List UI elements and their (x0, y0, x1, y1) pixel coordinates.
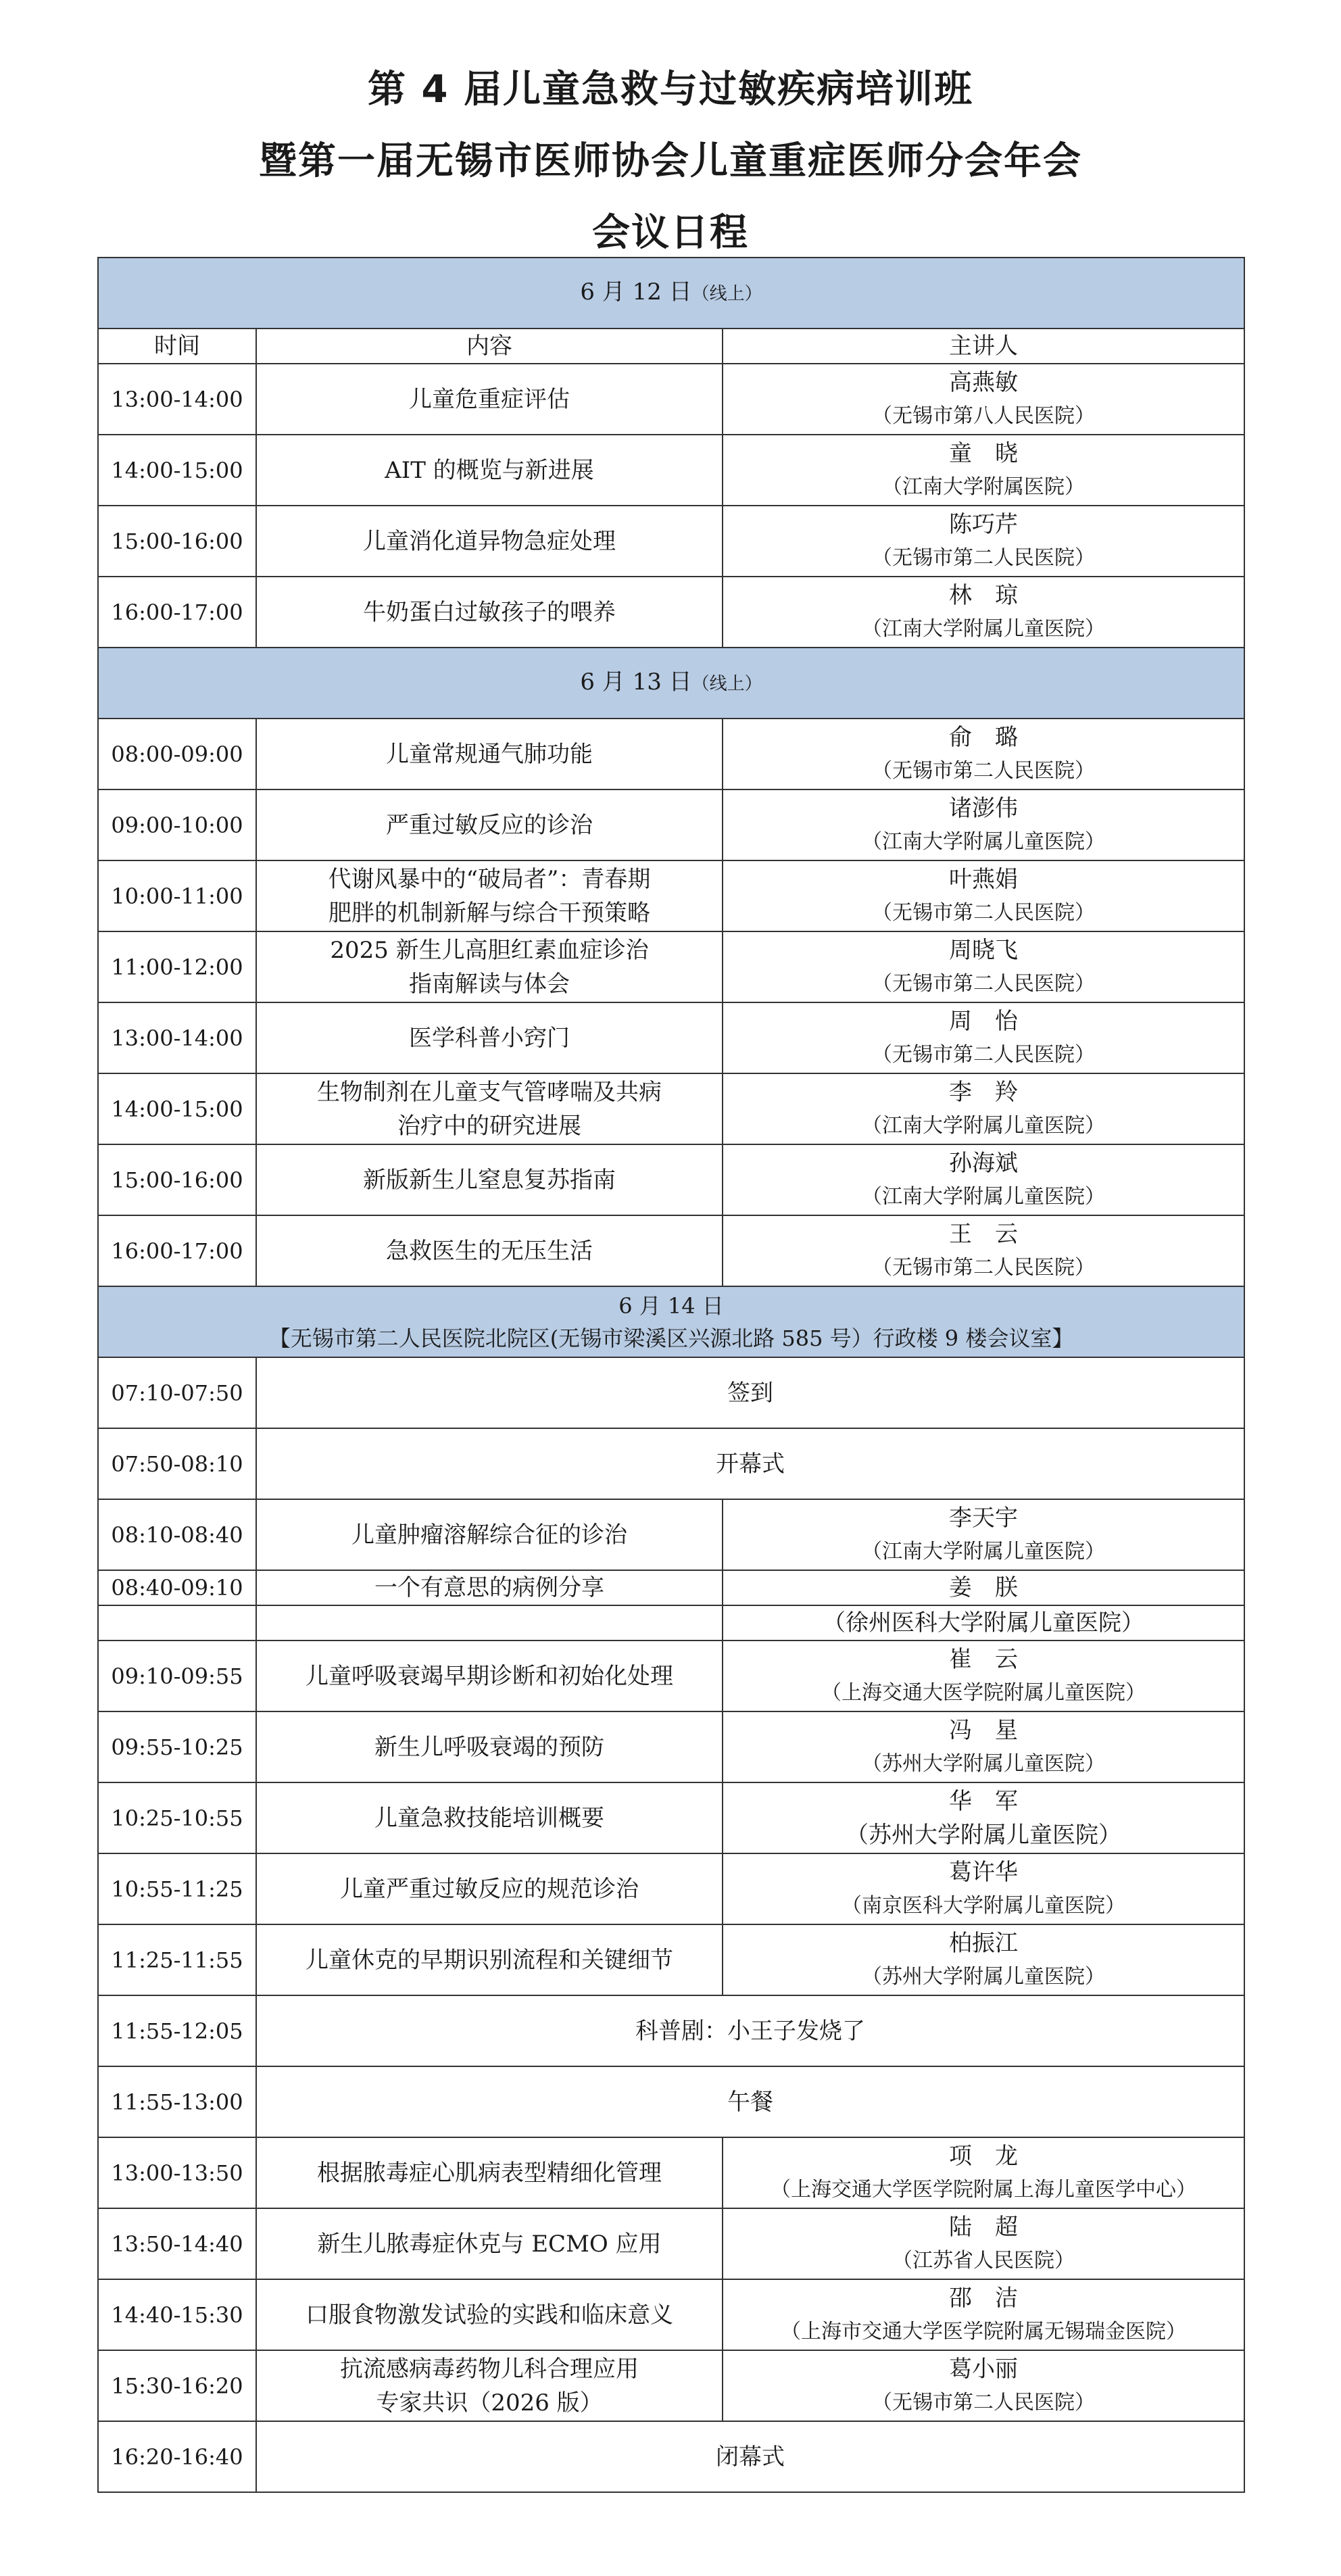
day-date: 6 月 14 日 (618, 1292, 724, 1319)
session-speaker (723, 1073, 1244, 1144)
day-header-jun14 (98, 1286, 1244, 1357)
topic-line-2: 专家共识（2026 版） (376, 2389, 603, 2416)
session-speaker (723, 1924, 1244, 1995)
table-row (98, 1499, 1244, 1570)
session-topic: 一个有意思的病例分享 (256, 1570, 723, 1605)
session-time: 10:00-11:00 (98, 860, 256, 931)
table-row (98, 506, 1244, 577)
speaker-institution: （苏州大学附属儿童医院） (846, 1821, 1122, 1849)
speaker-institution: （江南大学附属儿童医院） (862, 1539, 1106, 1563)
table-row (98, 1924, 1244, 1995)
day-header-jun12 (98, 258, 1244, 329)
session-time: 15:30-16:20 (98, 2350, 256, 2421)
session-time: 13:00-14:00 (98, 1002, 256, 1073)
topic-line-1: 抗流感病毒药物儿科合理应用 (340, 2355, 639, 2383)
table-row (98, 1144, 1244, 1215)
session-topic: 儿童急救技能培训概要 (256, 1782, 723, 1853)
session-topic: 新版新生儿窒息复苏指南 (256, 1144, 723, 1215)
day-note: （线上） (691, 284, 762, 304)
table-row (98, 577, 1244, 648)
topic-line-1: 2025 新生儿高胆红素血症诊治 (330, 936, 649, 964)
session-topic: 儿童严重过敏反应的规范诊治 (256, 1853, 723, 1924)
speaker-institution: （上海市交通大学医学院附属无锡瑞金医院） (781, 2319, 1187, 2343)
speaker-institution: （苏州大学附属儿童医院） (862, 1751, 1106, 1776)
col-header-content: 内容 (256, 329, 723, 364)
session-speaker (723, 860, 1244, 931)
session-speaker (723, 435, 1244, 506)
session-speaker: 姜 朕 (723, 1570, 1244, 1605)
table-row (98, 1711, 1244, 1782)
topic-line-1: 代谢风暴中的“破局者”：青春期 (328, 865, 651, 893)
session-time: 08:00-09:00 (98, 719, 256, 789)
title-line-2: 暨第一届无锡市医师协会儿童重症医师分会年会 (259, 139, 1082, 183)
speaker-name: 葛小丽 (949, 2355, 1019, 2383)
topic-line-2: 指南解读与体会 (409, 970, 570, 998)
session-speaker (723, 577, 1244, 648)
speaker-institution: （无锡市第二人民医院） (872, 545, 1096, 570)
session-time: 14:00-15:00 (98, 1073, 256, 1144)
session-event: 午餐 (256, 2066, 1244, 2137)
table-row (98, 789, 1244, 860)
speaker-name: 陈巧芹 (949, 510, 1019, 538)
session-topic: 儿童消化道异物急症处理 (256, 506, 723, 577)
session-time: 10:25-10:55 (98, 1782, 256, 1853)
session-event: 签到 (256, 1357, 1244, 1428)
session-event: 闭幕式 (256, 2421, 1244, 2492)
session-time: 13:00-14:00 (98, 364, 256, 435)
session-topic: 儿童休克的早期识别流程和关键细节 (256, 1924, 723, 1995)
speaker-institution: （无锡市第二人民医院） (872, 1042, 1096, 1067)
table-row (98, 1605, 1244, 1641)
session-topic: 新生儿脓毒症休克与 ECMO 应用 (256, 2208, 723, 2279)
day-note: （线上） (691, 674, 762, 694)
table-row (98, 1570, 1244, 1605)
speaker-name: 叶燕娟 (949, 865, 1019, 893)
session-topic: 新生儿呼吸衰竭的预防 (256, 1711, 723, 1782)
session-topic: 急救医生的无压生活 (256, 1215, 723, 1286)
session-topic: 儿童常规通气肺功能 (256, 719, 723, 789)
speaker-name: 邵 洁 (949, 2284, 1019, 2312)
table-row (98, 2208, 1244, 2279)
speaker-name: 华 军 (949, 1787, 1019, 1815)
session-speaker (723, 506, 1244, 577)
session-time: 16:20-16:40 (98, 2421, 256, 2492)
session-time: 16:00-17:00 (98, 1215, 256, 1286)
session-time: 09:00-10:00 (98, 789, 256, 860)
speaker-institution: （江南大学附属儿童医院） (862, 1113, 1106, 1138)
speaker-name: 李天宇 (949, 1504, 1019, 1532)
title-line-1: 第 4 届儿童急救与过敏疾病培训班 (368, 68, 973, 112)
table-row (98, 1428, 1244, 1499)
session-topic: AIT 的概览与新进展 (256, 435, 723, 506)
session-time: 11:25-11:55 (98, 1924, 256, 1995)
session-topic (256, 1073, 723, 1144)
speaker-name: 崔 云 (949, 1645, 1019, 1673)
session-time: 15:00-16:00 (98, 506, 256, 577)
speaker-institution: （无锡市第二人民医院） (872, 758, 1096, 783)
session-topic: 牛奶蛋白过敏孩子的喂养 (256, 577, 723, 648)
day-date: 6 月 12 日 (580, 278, 692, 306)
session-topic (256, 931, 723, 1002)
session-topic: 根据脓毒症心肌病表型精细化管理 (256, 2137, 723, 2208)
session-time: 09:55-10:25 (98, 1711, 256, 1782)
speaker-name: 孙海斌 (949, 1149, 1019, 1177)
day-date: 6 月 13 日 (580, 669, 692, 696)
table-row (98, 1853, 1244, 1924)
session-topic: 儿童危重症评估 (256, 364, 723, 435)
speaker-institution: （无锡市第二人民医院） (872, 900, 1096, 925)
speaker-institution: （江南大学附属儿童医院） (862, 616, 1106, 641)
table-row (98, 1641, 1244, 1711)
session-time: 15:00-16:00 (98, 1144, 256, 1215)
speaker-name: 李 羚 (949, 1078, 1019, 1106)
table-row (98, 435, 1244, 506)
table-row (98, 1357, 1244, 1428)
session-topic (256, 2350, 723, 2421)
session-speaker (723, 2137, 1244, 2208)
session-speaker (723, 1782, 1244, 1853)
speaker-name: 诸澎伟 (949, 794, 1019, 822)
table-row (98, 860, 1244, 931)
table-row (98, 1002, 1244, 1073)
topic-line-2: 治疗中的研究进展 (397, 1112, 581, 1140)
session-speaker (723, 2208, 1244, 2279)
topic-line-2: 肥胖的机制新解与综合干预策略 (328, 899, 650, 927)
session-speaker (723, 2350, 1244, 2421)
document-title-block (0, 54, 1341, 269)
venue-label: 【无锡市第二人民医院北院区(无锡市梁溪区兴源北路 585 号）行政楼 9 楼会议室】 (268, 1325, 1074, 1351)
session-time: 13:00-13:50 (98, 2137, 256, 2208)
speaker-institution: （无锡市第二人民医院） (872, 1255, 1096, 1280)
table-row (98, 1073, 1244, 1144)
session-topic: 儿童肿瘤溶解综合征的诊治 (256, 1499, 723, 1570)
session-speaker (723, 2279, 1244, 2350)
session-speaker (723, 1641, 1244, 1711)
session-speaker (723, 1002, 1244, 1073)
speaker-name: 童 晓 (949, 439, 1019, 467)
table-row (98, 2350, 1244, 2421)
table-row (98, 931, 1244, 1002)
table-row (98, 2421, 1244, 2492)
session-event: 科普剧：小王子发烧了 (256, 1995, 1244, 2066)
table-row (98, 1215, 1244, 1286)
table-row (98, 2066, 1244, 2137)
session-topic: 严重过敏反应的诊治 (256, 789, 723, 860)
session-time: 16:00-17:00 (98, 577, 256, 648)
session-speaker (723, 364, 1244, 435)
speaker-name: 陆 超 (949, 2213, 1019, 2241)
speaker-institution: （无锡市第八人民医院） (872, 404, 1096, 428)
session-speaker (723, 1853, 1244, 1924)
session-topic: 医学科普小窍门 (256, 1002, 723, 1073)
session-time: 08:10-08:40 (98, 1499, 256, 1570)
column-header-row (98, 329, 1244, 364)
speaker-institution: （上海交通大医学院附属儿童医院） (821, 1680, 1146, 1705)
speaker-name: 周晓飞 (949, 936, 1019, 964)
speaker-institution: （江南大学附属医院） (882, 475, 1086, 499)
speaker-name: 王 云 (949, 1220, 1019, 1248)
session-speaker (723, 719, 1244, 789)
speaker-name: 俞 璐 (949, 723, 1019, 751)
session-time: 14:00-15:00 (98, 435, 256, 506)
session-time: 08:40-09:10 (98, 1570, 256, 1605)
speaker-institution: （江南大学附属儿童医院） (862, 1184, 1106, 1209)
speaker-name: 周 怡 (949, 1007, 1019, 1035)
session-speaker (723, 1215, 1244, 1286)
session-time: 11:00-12:00 (98, 931, 256, 1002)
session-speaker (723, 1499, 1244, 1570)
table-row (98, 364, 1244, 435)
speaker-name: 葛许华 (949, 1858, 1019, 1886)
speaker-institution: （南京医科大学附属儿童医院） (842, 1893, 1126, 1918)
speaker-institution: （徐州医科大学附属儿童医院） (723, 1605, 1244, 1641)
speaker-institution: （苏州大学附属儿童医院） (862, 1964, 1106, 1989)
session-topic: 儿童呼吸衰竭早期诊断和初始化处理 (256, 1641, 723, 1711)
speaker-name: 林 琼 (949, 581, 1019, 609)
speaker-name: 项 龙 (949, 2142, 1019, 2170)
session-time: 07:10-07:50 (98, 1357, 256, 1428)
session-topic: 口服食物激发试验的实践和临床意义 (256, 2279, 723, 2350)
speaker-name: 冯 星 (949, 1716, 1019, 1744)
speaker-institution: （江南大学附属儿童医院） (862, 829, 1106, 854)
speaker-name: 高燕敏 (949, 368, 1019, 396)
session-time: 11:55-12:05 (98, 1995, 256, 2066)
speaker-name: 柏振江 (949, 1929, 1019, 1957)
session-speaker (723, 1144, 1244, 1215)
session-time: 07:50-08:10 (98, 1428, 256, 1499)
speaker-institution: （无锡市第二人民医院） (872, 2390, 1096, 2414)
session-topic (256, 860, 723, 931)
session-time: 13:50-14:40 (98, 2208, 256, 2279)
session-event: 开幕式 (256, 1428, 1244, 1499)
day-header-jun13 (98, 648, 1244, 719)
session-time: 10:55-11:25 (98, 1853, 256, 1924)
topic-line-1: 生物制剂在儿童支气管哮喘及共病 (317, 1078, 662, 1106)
speaker-institution: （上海交通大学医学院附属上海儿童医学中心） (771, 2177, 1197, 2202)
schedule-table (97, 257, 1245, 2493)
session-speaker (723, 1711, 1244, 1782)
session-time: 09:10-09:55 (98, 1641, 256, 1711)
speaker-institution: （江苏省人民医院） (892, 2248, 1075, 2273)
table-row (98, 2137, 1244, 2208)
table-row (98, 1995, 1244, 2066)
title-line-3: 会议日程 (592, 211, 749, 255)
col-header-speaker: 主讲人 (723, 329, 1244, 364)
col-header-time: 时间 (98, 329, 256, 364)
session-time: 14:40-15:30 (98, 2279, 256, 2350)
table-row (98, 2279, 1244, 2350)
table-row (98, 719, 1244, 789)
session-time: 11:55-13:00 (98, 2066, 256, 2137)
speaker-institution: （无锡市第二人民医院） (872, 971, 1096, 996)
session-speaker (723, 789, 1244, 860)
table-row (98, 1782, 1244, 1853)
session-speaker (723, 931, 1244, 1002)
